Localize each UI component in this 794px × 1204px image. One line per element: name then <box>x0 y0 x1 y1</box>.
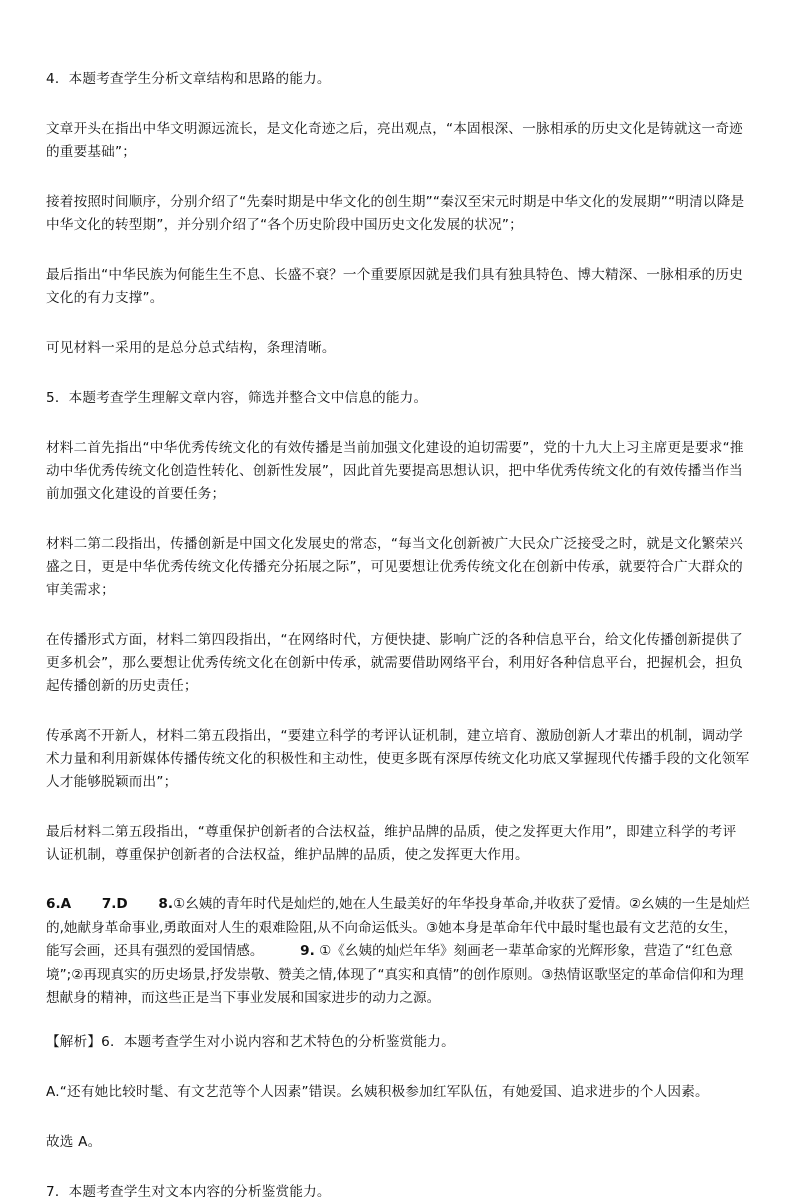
answer-6: 6.A <box>46 896 72 912</box>
analysis-7-heading: 7．本题考查学生对文本内容的分析鉴赏能力。 <box>46 1183 331 1200</box>
analysis-6-option-a: A.“还有她比较时髦、有文艺范等个人因素”错误。幺姨积极参加红军队伍，有她爱国、追求进步的个人因素。 <box>46 1083 709 1100</box>
analysis-6-heading: 【解析】6．本题考查学生对小说内容和艺术特色的分析鉴赏能力。 <box>46 1033 455 1050</box>
q5-para-2: 材料二第二段指出，传播创新是中国文化发展史的常态，“每当文化创新被广大民众广泛接受之时，就是文化繁荣兴盛之日，更是中华优秀传统文化传播充分拓展之际”，可见要想让优秀传统文化在创新中传承，就要符合广大群众的审美需求； <box>46 536 743 598</box>
q5-para-1: 材料二首先指出“中华优秀传统文化的有效传播是当前加强文化建设的迫切需要”，党的十九大上习主席更是要求“推动中华优秀传统文化创造性转化、创新性发展”，因此首先要提高思想认识，把中华优秀传统文化的有效传播当作当前加强文化建设的首要任务； <box>46 440 744 502</box>
answers-block <box>46 893 750 1011</box>
answer-7: 7.D <box>101 896 128 912</box>
q4-para-1: 文章开头在指出中华文明源远流长，是文化奇迹之后，亮出观点，“本固根深、一脉相承的历史文化是铸就这一奇迹的重要基础”； <box>46 121 743 160</box>
q5-para-5: 最后材料二第五段指出，“尊重保护创新者的合法权益，维护品牌的品质，使之发挥更大作用”，即建立科学的考评认证机制，尊重保护创新者的合法权益，维护品牌的品质，使之发挥更大作用。 <box>46 824 737 863</box>
answer-9-number: 9. <box>300 943 315 959</box>
answer-9-text: ①《幺姨的灿烂年华》刻画老一辈革命家的光辉形象，营造了“红色意境”;②再现真实的历史场景,抒发崇敬、赞美之情,体现了“真实和真情”的创作原则。③热情讴歌坚定的革命信仰和为理想献身的精神，而这些正是当下事业发展和国家进步的动力之源。 <box>46 943 744 1006</box>
document-page <box>46 68 750 1204</box>
answer-8-text: ①幺姨的青年时代是灿烂的,她在人生最美好的年华投身革命,并收获了爱情。②幺姨的一生是灿烂的,她献身革命事业,勇敢面对人生的艰难险阻,从不向命运低头。③她本身是革命年代中最时髦也最有文艺范的女生，能写会画，还具有强烈的爱国情感。 <box>46 896 750 959</box>
q5-para-3: 在传播形式方面，材料二第四段指出，“在网络时代，方便快捷、影响广泛的各种信息平台，给文化传播创新提供了更多机会”，那么要想让优秀传统文化在创新中传承，就需要借助网络平台，利用好各种信息平台，把握机会，担负起传播创新的历史责任； <box>46 632 743 694</box>
q5-heading: 5．本题考查学生理解文章内容，筛选并整合文中信息的能力。 <box>46 390 428 406</box>
q4-heading: 4．本题考查学生分析文章结构和思路的能力。 <box>46 71 331 87</box>
analysis-6-choice: 故选 A。 <box>46 1133 102 1150</box>
answer-8-number: 8. <box>158 896 174 912</box>
q5-para-4: 传承离不开新人，材料二第五段指出，“要建立科学的考评认证机制，建立培育、激励创新人才辈出的机制，调动学术力量和利用新媒体传播传统文化的积极性和主动性，使更多既有深厚传统文化功底又掌握现代传播手段的文化领军人才能够脱颖而出”； <box>46 728 750 790</box>
q4-conclusion: 可见材料一采用的是总分总式结构，条理清晰。 <box>46 340 336 356</box>
q4-para-3: 最后指出“中华民族为何能生生不息、长盛不衰？一个重要原因就是我们具有独具特色、博大精深、一脉相承的历史文化的有力支撑”。 <box>46 267 743 306</box>
q4-para-2: 接着按照时间顺序，分别介绍了“先秦时期是中华文化的创生期”“秦汉至宋元时期是中华文化的发展期”“明清以降是中华文化的转型期”，并分别介绍了“各个历史阶段中国历史文化发展的状况”； <box>46 194 745 233</box>
